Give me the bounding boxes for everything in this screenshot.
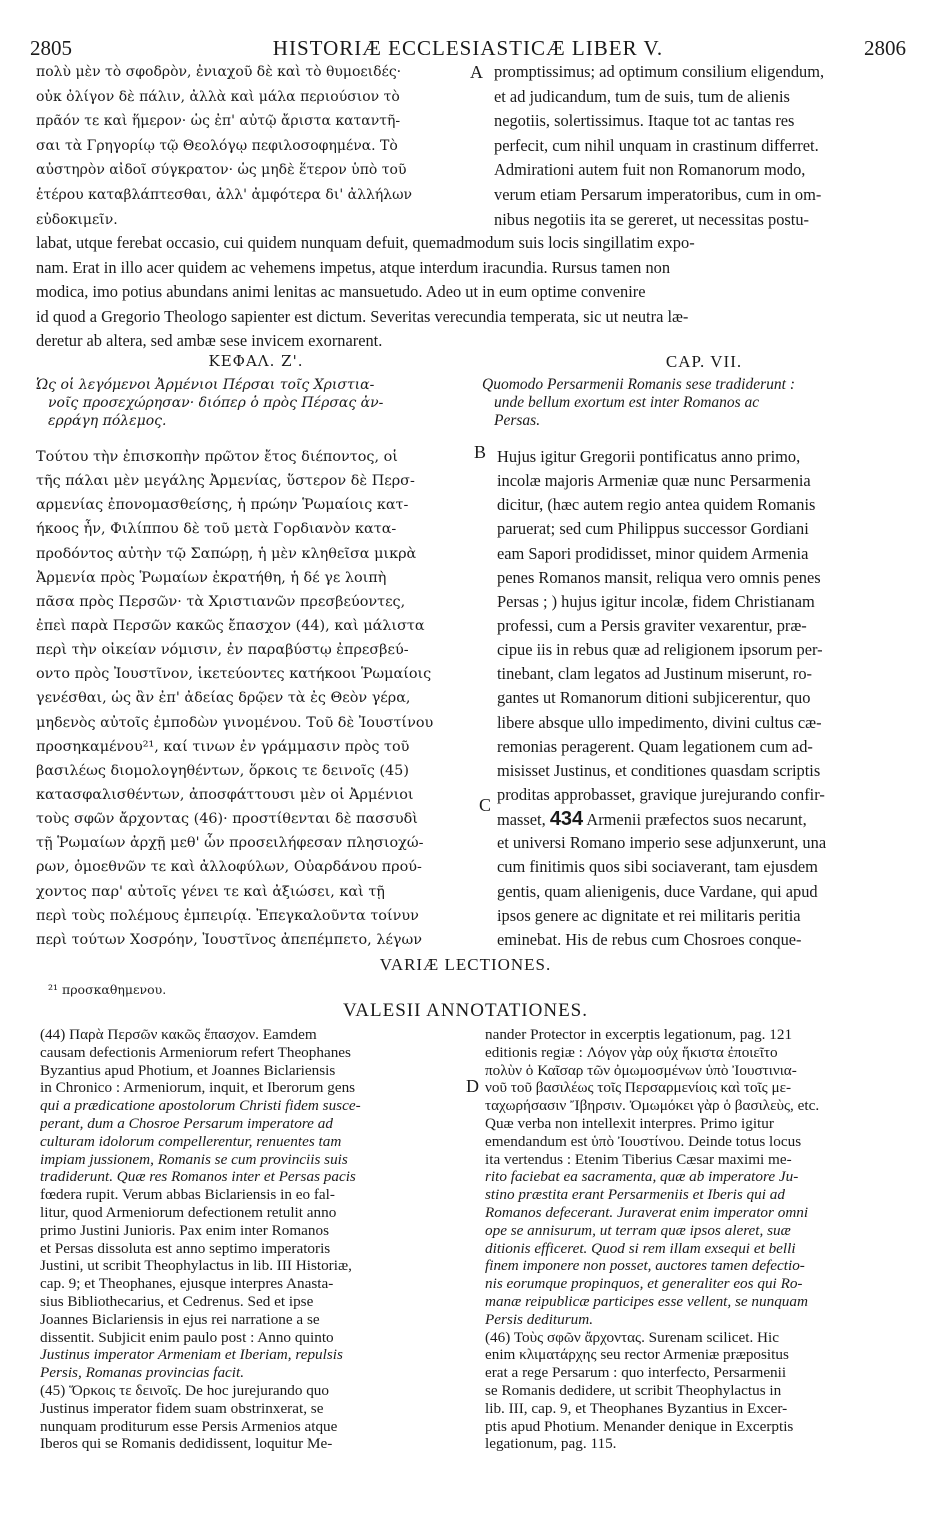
text-line: nis eorumque propinquos, et generaliter eos qui Ro- xyxy=(485,1275,803,1293)
margin-marker-d: D xyxy=(466,1076,479,1096)
variant-reading-note: ²¹ προσκαθημενου. xyxy=(48,982,167,997)
text-line: verum etiam Persarum imperatoribus, cum in om- xyxy=(494,184,822,204)
text-line: labat, utque ferebat occasio, cui quidem nunquam defuit, quemadmodum suis locis singillatim expo- xyxy=(36,233,695,252)
edition-page-number: 434 xyxy=(549,808,584,831)
text-line: libere absque ullo impedimento, divini cultus cæ- xyxy=(497,712,822,732)
text-line: professi, cum a Persis graviter vexarentur, præ- xyxy=(497,615,807,635)
text-line: rito faciebat ea sacramenta, quæ ab imperatore Ju- xyxy=(485,1168,799,1186)
text-line: τοὺς σφῶν ἄρχοντας (46)· προστίθενται δὲ πασσυδὶ xyxy=(36,811,418,828)
text-line: finem imponere non posset, auctores tamen defectio- xyxy=(485,1257,805,1275)
text-line: Romanos defecerant. Juraverat enim imperator omni xyxy=(485,1203,809,1221)
text-line: ptis apud Photium. Menander denique in Excerptis xyxy=(485,1417,794,1435)
text-line: Persis dediturum. xyxy=(485,1310,593,1328)
text-line: promptissimus; ad optimum consilium eligendum, xyxy=(494,62,825,81)
text-line: τῆς πάλαι μὲν μεγάλης Ἀρμενίας, ὕστερον δὲ Περσ- xyxy=(36,473,415,490)
text-line: Admirationi autem fuit non Romanorum modo, xyxy=(494,160,806,180)
margin-marker-b: B xyxy=(474,442,487,462)
text-line: χοντος παρ' αὐτοῖς γένει τε καὶ ἀξιώσει, καὶ τῇ xyxy=(36,883,385,900)
text-line: (45) Ὅρκοις τε δεινοῖς. De hoc jurejurando quo xyxy=(40,1381,329,1399)
text-line: νοῦ τοῦ βασιλέως τοῖς Περσαρμενίοις καὶ τοῖς με- xyxy=(485,1079,792,1097)
margin-marker-c: C xyxy=(479,795,492,815)
text-line: enim κλιματάρχης seu rector Armeniæ præpositus xyxy=(485,1346,789,1364)
text-line: βασιλέως διομολογηθέντων, ὅρκοις τε δεινοῖς (45) xyxy=(36,762,409,779)
text-line: id quod a Gregorio Theologo sapienter est dictum. Severitas verecundia temperata, sic ut neutra læ- xyxy=(36,306,689,326)
text-line: stino præstita erant Persarmeniis et Iberis qui ad xyxy=(485,1186,785,1204)
text-line: incolæ majoris Armeniæ quæ nunc Persarmenia xyxy=(497,471,811,491)
text-line: erat a rege Persarum : quo interfecto, Persarmenii xyxy=(485,1364,787,1382)
text-line: Justini, ut scribit Theophylactus in lib. III Historiæ, xyxy=(40,1257,352,1275)
greek-main-column xyxy=(36,445,476,952)
page-number-left: 2805 xyxy=(30,36,72,60)
text-line: negotiis, solertissimus. Itaque tot ac tantas res xyxy=(494,111,795,131)
text-line: ερράγη πόλεμος. xyxy=(48,413,167,429)
text-line: perant, dum a Chosroe Persarum imperatore ad xyxy=(40,1114,333,1132)
text-line: dicitur, (hæc autem regio antea quidem Romanis xyxy=(497,495,816,515)
latin-chapter-summary xyxy=(482,376,922,430)
annotations-right-column xyxy=(485,1026,905,1453)
text-line-with-page-ref xyxy=(497,807,917,831)
text-line: μηδενὸς αὐτοῖς ἐμποδὼν γινομένου. Τοῦ δὲ Ἰουστίνου xyxy=(36,714,434,731)
text-line: dissentit. Subjicit enim paulo post : Anno quinto xyxy=(40,1328,334,1346)
text-line: πᾶσα πρὸς Περσῶν· τὰ Χριστιανῶν πρεσβεύοντες, xyxy=(36,593,406,610)
text-line: αὐστηρὸν αἰδοῖ σύγκρατον· ὡς μηδὲ ἕτερον ὑπὸ τοῦ xyxy=(36,162,407,179)
variae-lectiones-heading: VARIÆ LECTIONES. xyxy=(379,955,552,974)
text-line: Justinus imperator fidem suam obstrinxerat, se xyxy=(40,1399,324,1417)
text-line: ταχωρήσασιν Ἴβηρσιν. Ὀμωμόκει γὰρ ὁ βασιλεὺς, etc. xyxy=(485,1097,820,1115)
greek-chapter-summary xyxy=(36,376,476,430)
text-line: nam. Erat in illo acer quidem ac vehemens impetus, atque interdum iracundia. Rursus tamen non xyxy=(36,257,671,277)
text-line: νοῖς προσεχώρησαν· διόπερ ὁ πρὸς Πέρσας ἀν- xyxy=(48,395,384,411)
text-line: et ad judicandum, tum de suis, tum de alienis xyxy=(494,86,790,106)
text-line: nibus negotiis ita se gereret, ut necessitas postu- xyxy=(494,209,809,229)
text-line: Τούτου τὴν ἐπισκοπὴν πρῶτον ἔτος διέποντος, οἱ xyxy=(36,449,398,465)
text-line: Hujus igitur Gregorii pontificatus anno primo, xyxy=(497,447,801,466)
text-line: Ἀρμενία πρὸς Ῥωμαίων ἐκρατήθη, ἡ δέ γε λοιπὴ xyxy=(36,569,387,586)
text-line: τῇ Ῥωμαίων ἀρχῇ μεθ' ὧν προσειλήφεσαν πλησιοχώ- xyxy=(36,835,424,852)
text-line: fœdera rupit. Verum abbas Biclariensis in eo fal- xyxy=(40,1186,335,1204)
text-line: paruerat; sed cum Philippus successor Gordiani xyxy=(497,519,809,539)
text-fragment: masset, xyxy=(497,810,550,830)
text-line: Persis, Romanas provincias facit. xyxy=(40,1364,245,1382)
text-line: unde bellum exortum est inter Romanos ac xyxy=(494,394,760,411)
text-line: Iberos qui se Romanis dedidissent, loquitur Me- xyxy=(40,1435,333,1453)
text-line: nander Protector in excerptis legationum, pag. 121 xyxy=(485,1026,793,1043)
text-line: cap. 9; et Theophanes, ejusque interpres Anasta- xyxy=(40,1275,334,1293)
text-line: tinebant, clam legatos ad Justinum miserunt, ro- xyxy=(497,664,812,684)
text-line: nunquam proditurum esse Persis Armenios atque xyxy=(40,1417,338,1435)
latin-full-width-paragraph xyxy=(36,231,912,354)
text-line: Quæ verba non intellexit interpres. Primo igitur xyxy=(485,1114,774,1132)
valesii-annotationes-heading: VALESII ANNOTATIONES. xyxy=(342,1000,588,1021)
text-line: προσηκαμένου²¹, καί τινων ἐν γράμμασιν πρὸς τοῦ xyxy=(36,738,410,755)
text-line: ita vertendus : Etenim Tiberius Cæsar maximi me- xyxy=(485,1150,792,1168)
text-line: (46) Τοὺς σφῶν ἄρχοντας. Surenam scilicet. Hic xyxy=(485,1328,779,1346)
text-line: Persas ; ) hujus igitur incolæ, fidem Christianam xyxy=(497,591,815,611)
text-line: πολὺν ὁ Καῖσαρ τῶν ὀμωμοσμένων ὑπὸ Ἰουστινια- xyxy=(485,1061,797,1079)
page-number-right: 2806 xyxy=(864,36,906,60)
text-line: remonias peragerent. Quam legationem cum ad- xyxy=(497,736,813,756)
text-line: gantes ut Romanorum ditioni subjicerentur, quo xyxy=(497,688,811,708)
text-line: οὐκ ὀλίγον δὲ πάλιν, ἀλλὰ καὶ μάλα περιούσιον τὸ xyxy=(36,88,400,105)
text-line: in Chronico : Armeniorum, inquit, et Iberorum gens xyxy=(40,1079,356,1097)
text-line: Persas. xyxy=(494,412,541,429)
text-line: eam Sapori prodidisset, minor quidem Armenia xyxy=(497,543,809,563)
text-line: penes Romanos mansit, reliqua vero omnis penes xyxy=(497,567,821,587)
latin-main-column xyxy=(497,445,917,952)
text-line: culturam idolorum compellerentur, renuentes tam xyxy=(40,1132,342,1150)
text-line: εὐδοκιμεῖν. xyxy=(36,211,118,228)
text-line: ήκοος ἦν, Φιλίππου δὲ τοῦ μετὰ Γορδιανὸν κατα- xyxy=(36,521,397,538)
text-line: tradiderunt. Quæ res Romanos inter et Persas pacis xyxy=(40,1168,356,1186)
text-line: emendandum est ὑπὸ Ἰουστίνου. Deinde totus locus xyxy=(485,1132,802,1150)
greek-top-column xyxy=(36,60,478,232)
text-line: cum finitimis quos sibi sociaverant, tam ejusdem xyxy=(497,857,818,877)
text-line: causam defectionis Armeniorum refert Theophanes xyxy=(40,1043,351,1061)
text-line: γενέσθαι, ὡς ἂν ἐπ' ἀδείας δρῷεν τὰ ἐς Θεὸν γέρα, xyxy=(36,690,411,707)
text-line: litur, quod Armeniorum defectionem retulit anno xyxy=(40,1203,337,1221)
text-line: πρᾶόν τε καὶ ἥμερον· ὡς ἐπ' αὐτῷ ἄριστα καταντῆ- xyxy=(36,113,401,130)
greek-chapter-heading: ΚΕΦΑΛ. Ζ'. xyxy=(208,352,304,370)
text-line: περὶ τὴν οἰκείαν νόμισιν, ἐν παραβύστῳ ἐπρεσβεύ- xyxy=(36,642,409,659)
text-line: Quomodo Persarmenii Romanis sese tradiderunt : xyxy=(482,376,795,393)
text-line: οντο πρὸς Ἰουστῖνον, ἱκετεύοντες κατήκοοι Ῥωμαίοις xyxy=(36,666,432,683)
text-line: περὶ τούτων Χοσρόην, Ἰουστῖνος ἀπεπέμπετο, λέγων xyxy=(36,931,422,948)
text-line: cipue iis in rebus quæ ad religionem ipsorum per- xyxy=(497,640,823,660)
text-line: προδόντος αὐτὴν τῷ Σαπώρῃ, ἡ μὲν κληθεῖσα μικρὰ xyxy=(36,545,417,562)
text-line: Byzantius apud Photium, et Joannes Biclariensis xyxy=(40,1061,336,1079)
text-line: qui a prædicatione apostolorum Christi fidem susce- xyxy=(40,1097,361,1115)
text-line: perfecit, cum nihil unquam in crastinum differret. xyxy=(494,135,819,155)
latin-chapter-heading: CAP. VII. xyxy=(665,352,743,371)
text-line: αρμενίας ἐπονομασθείσης, ἡ πρώην Ῥωμαίοις κατ- xyxy=(36,497,409,514)
text-line: ditionis efficeret. Quod si rem illam exsequi et belli xyxy=(485,1239,796,1257)
text-line: proditas approbasset, gravique jurejurando confir- xyxy=(497,784,825,804)
text-line: deretur ab altera, sed ambæ sese invicem exornarent. xyxy=(36,331,383,351)
text-line: πολὺ μὲν τὸ σφοδρὸν, ἐνιαχοῦ δὲ καὶ τὸ θυμοειδές· xyxy=(36,64,402,80)
text-line: legationum, pag. 115. xyxy=(485,1435,617,1453)
text-line: σαι τὰ Γρηγορίῳ τῷ Θεολόγῳ πεφιλοσοφημένα. Τὸ xyxy=(36,137,398,154)
text-line: Ὡς οἱ λεγόμενοι Ἀρμένιοι Πέρσαι τοῖς Χριστια- xyxy=(36,377,375,393)
text-line: lib. III, cap. 9, et Theophanes Byzantius in Excer- xyxy=(485,1399,788,1417)
text-line: primo Justini Junioris. Pax enim inter Romanos xyxy=(40,1221,329,1239)
text-line: ἑτέρου καταβλάπτεσθαι, ἀλλ' ἀμφότερα δι' ἀλλήλων xyxy=(36,186,413,203)
text-line: se Romanis dedidere, ut scribit Theophylactus in xyxy=(485,1381,782,1399)
running-title: HISTORIÆ ECCLESIASTICÆ LIBER V. xyxy=(272,36,664,60)
text-line: ρων, ὁμοεθνῶν τε καὶ ἀλλοφύλων, Οὐαρδάνου πρού- xyxy=(36,859,422,876)
text-line: ipsos genere ac dignitate et rei militaris peritia xyxy=(497,905,801,925)
text-line: impiam jussionem, Romanis se cum provinciis suis xyxy=(40,1150,348,1168)
text-line: et Persas dissoluta est anno septimo imperatoris xyxy=(40,1239,331,1257)
text-line: gentis, quam alienigenis, duce Vardane, qui apud xyxy=(497,881,818,901)
text-line: (44) Παρὰ Περσῶν κακῶς ἔπασχον. Eamdem xyxy=(40,1026,317,1043)
text-line: ἐπεὶ παρὰ Περσῶν κακῶς ἔπασχον (44), καὶ μάλιστα xyxy=(36,617,425,634)
annotations-left-column xyxy=(40,1026,458,1453)
text-line: eminebat. His de rebus cum Chosroes conque- xyxy=(497,929,802,949)
text-line: manæ reipublicæ participes esse vellent, se nunquam xyxy=(485,1292,808,1310)
text-line: modica, imo potius abundans animi lenitas ac mansuetudo. Adeo ut in eum optime convenire xyxy=(36,282,646,302)
text-line: περὶ τοὺς πολέμους ἐμπειρίᾳ. Ἐπεγκαλοῦντα τοίνυν xyxy=(36,907,419,924)
text-fragment: Armenii præfectos suos necarunt, xyxy=(583,810,807,830)
text-line: Justinus imperator Armeniam et Iberiam, repulsis xyxy=(40,1346,343,1364)
text-line: ope se annisurum, ut terram quæ ipsos aleret, suæ xyxy=(485,1221,791,1239)
text-line: sius Bibliothecarius, et Cedrenus. Sed et ipse xyxy=(40,1292,314,1310)
text-line: et universi Romano imperio sese adjunxerunt, una xyxy=(497,833,827,853)
text-line: misisset Justinus, et conditiones quasdam scriptis xyxy=(497,760,821,780)
text-line: Joannes Biclariensis in ejus rei narratione a se xyxy=(40,1310,320,1328)
latin-top-column xyxy=(494,60,914,232)
text-line: κατασφαλισθέντων, ἀποσφάττουσι μὲν οἱ Ἀρμένιοι xyxy=(36,786,414,803)
text-line: editionis regiæ : Λόγον γὰρ οὐχ ἥκιστα ἐποιεῖτο xyxy=(485,1043,778,1061)
margin-marker-a: A xyxy=(470,62,483,82)
